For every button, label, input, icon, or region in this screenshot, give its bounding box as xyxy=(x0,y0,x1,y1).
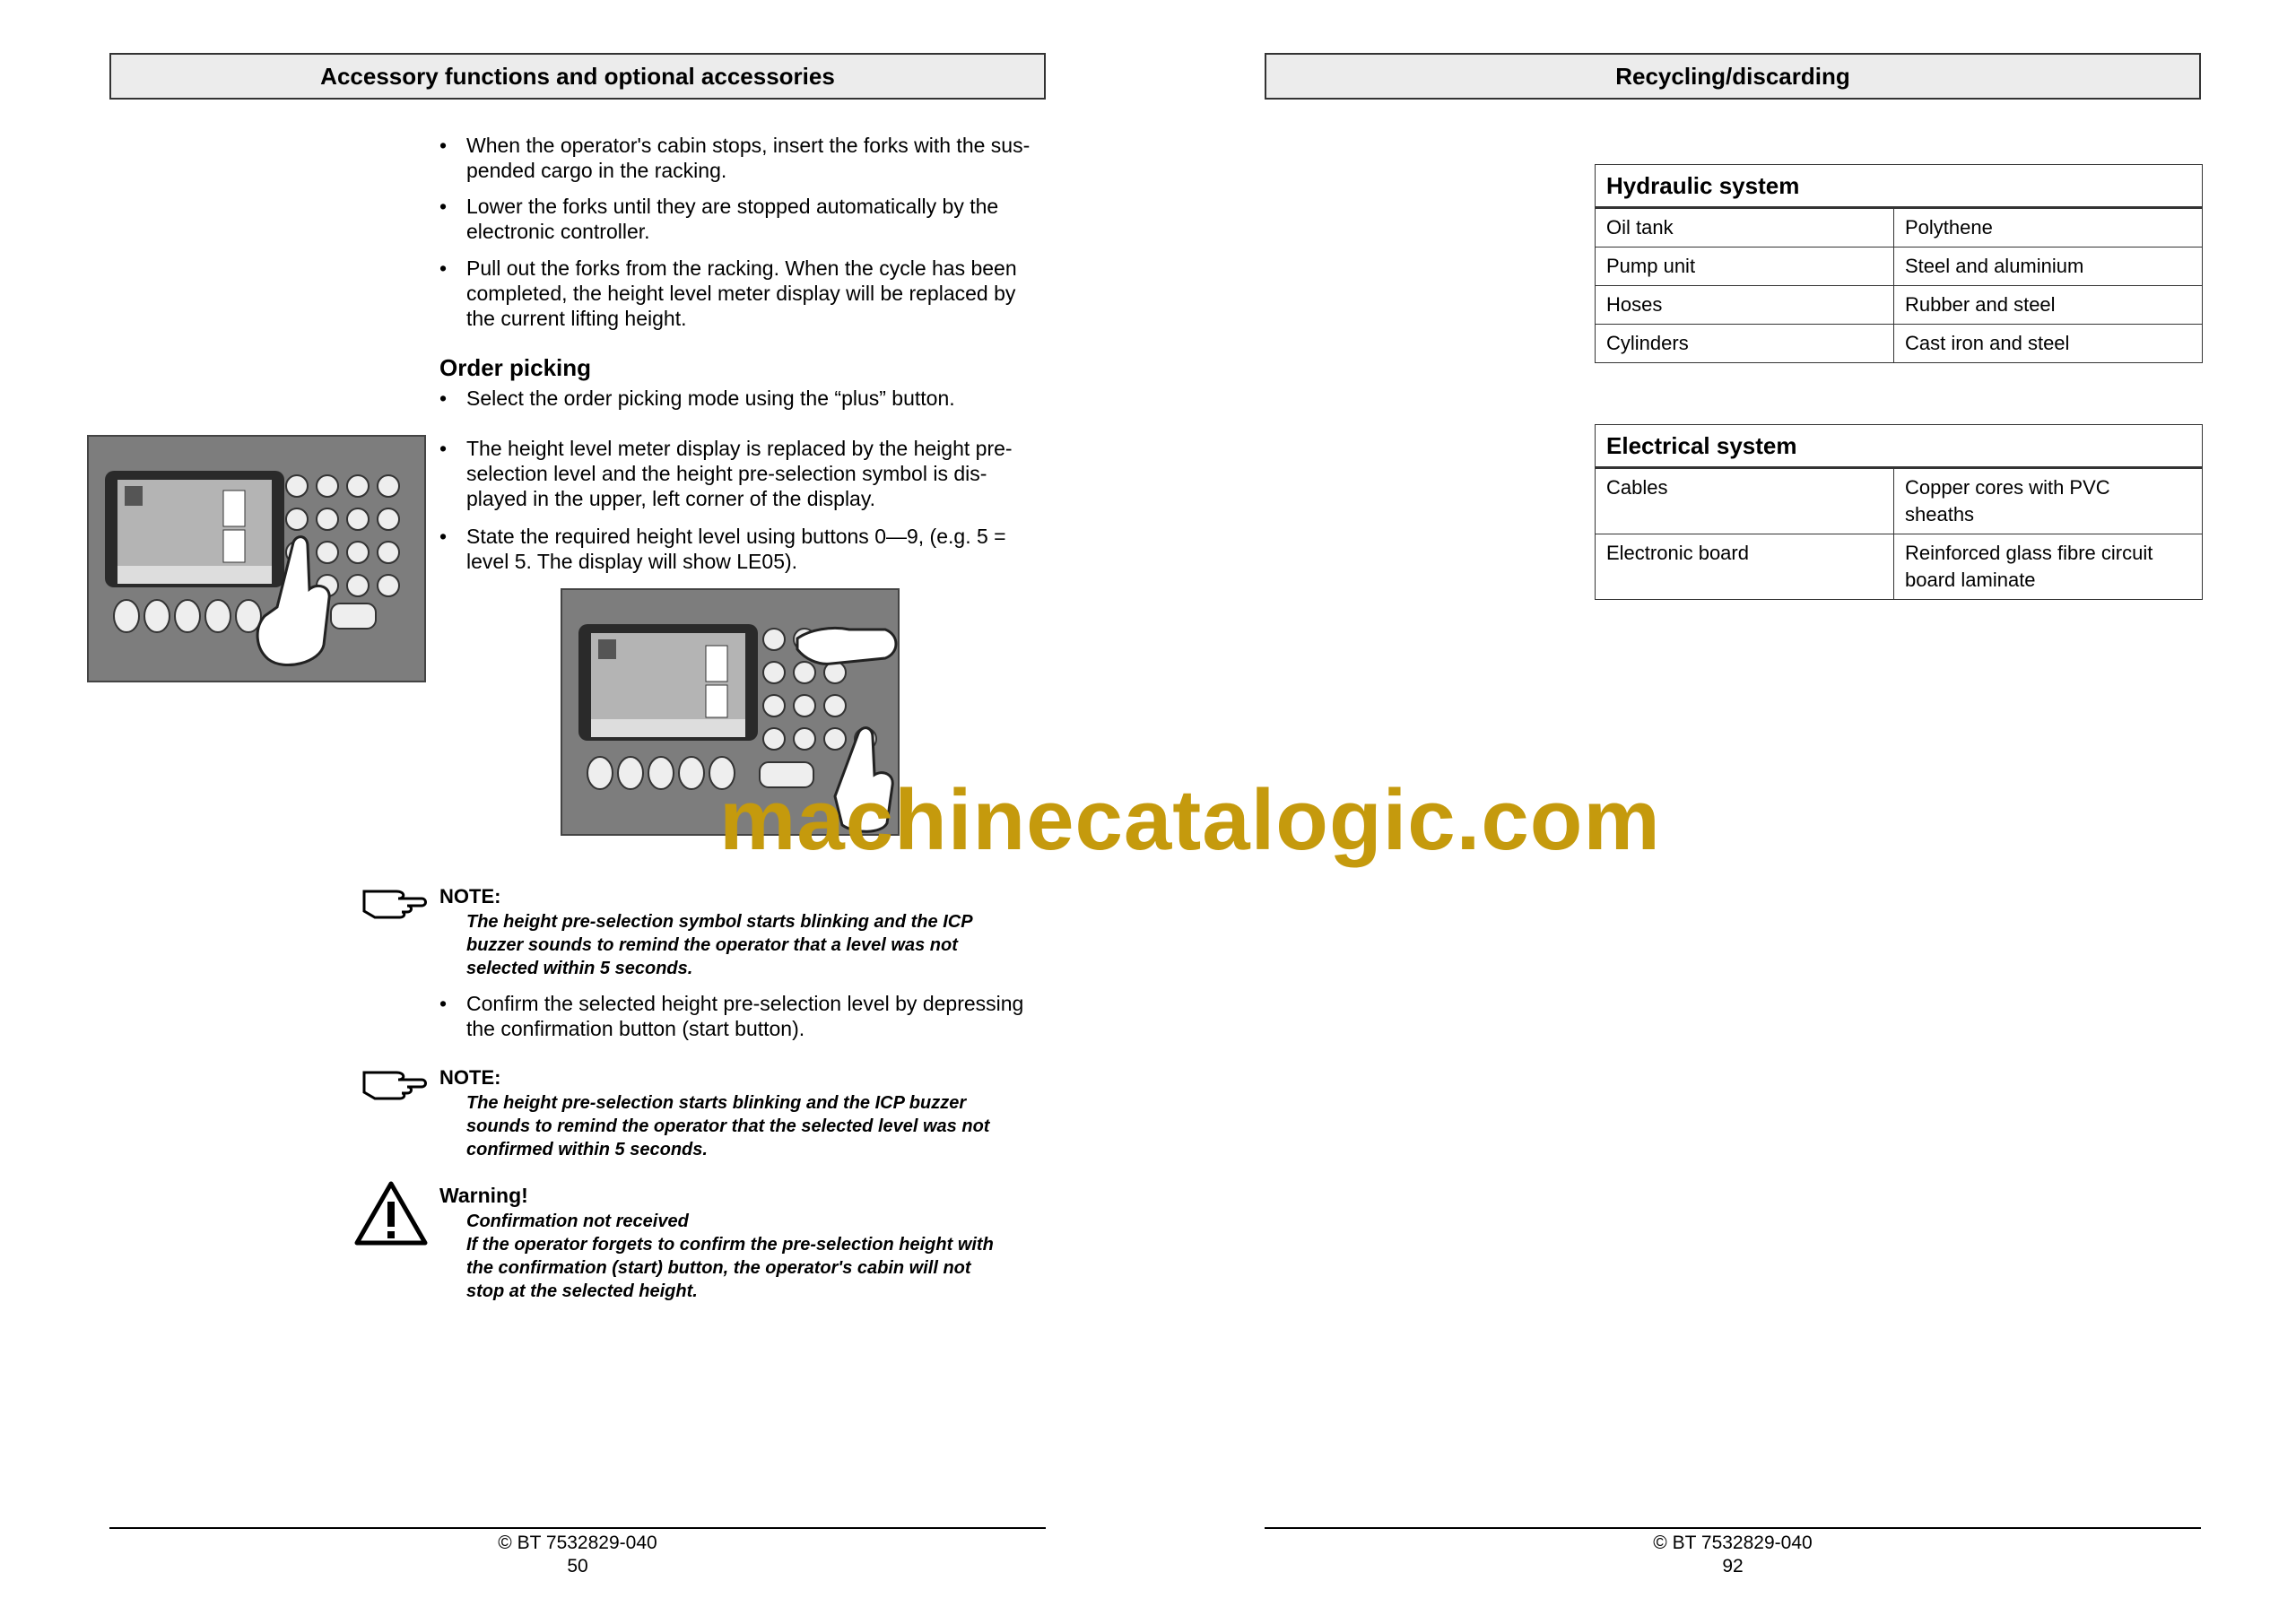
control-panel-photo xyxy=(87,435,426,682)
table-row xyxy=(1596,534,2203,600)
table-cell: Copper cores with PVC sheaths xyxy=(1894,468,2203,534)
bullet-text: State the required height level using buttons 0—9, (e.g. 5 = level 5. The display will show LE05). xyxy=(466,525,1006,573)
bullet-text: Confirm the selected height pre-selection level by depressing the confirmation button (start button). xyxy=(466,992,1024,1040)
table-cell: Reinforced glass fibre circuit board laminate xyxy=(1894,534,2203,600)
bullet-text: When the operator's cabin stops, insert the forks with the sus- pended cargo in the racking. xyxy=(466,134,1031,182)
table-cell: Electronic board xyxy=(1596,534,1894,600)
table-row xyxy=(1596,208,2203,248)
warning-triangle-icon xyxy=(353,1180,429,1251)
table-cell: Pump unit xyxy=(1596,248,1894,286)
list-item: • Pull out the forks from the racking. When the cycle has been completed, the height level meter display will be replaced by the current lifting height. xyxy=(439,256,1017,330)
table-row xyxy=(1596,286,2203,325)
list-item: • Select the order picking mode using the “plus” button. xyxy=(439,386,955,410)
note-hand-icon xyxy=(361,884,427,925)
table-row xyxy=(1596,325,2203,363)
footer-divider xyxy=(1265,1527,2201,1529)
right-page-header xyxy=(1265,53,2201,100)
left-page-header xyxy=(109,53,1046,100)
warning-text: If the operator forgets to confirm the pre-selection height with the confirmation (start) button, the operator's cabin will not stop at the selected height. xyxy=(466,1235,994,1301)
list-item: • Lower the forks until they are stopped automatically by the electronic controller. xyxy=(439,195,999,243)
note-text: The height pre-selection starts blinking and the ICP buzzer sounds to remind the operator that the selected level was not confirmed within 5 seconds. xyxy=(466,1093,990,1159)
table-title: Electrical system xyxy=(1596,425,2203,468)
warning-subtitle: Confirmation not received xyxy=(466,1211,689,1231)
table-cell: Hoses xyxy=(1596,286,1894,325)
table-cell: Cylinders xyxy=(1596,325,1894,363)
bullet-text: Select the order picking mode using the “plus” button. xyxy=(466,386,955,410)
table-cell: Cast iron and steel xyxy=(1894,325,2203,363)
note-text: The height pre-selection symbol starts blinking and the ICP buzzer sounds to remind the operator that a level was not selected within 5 seconds. xyxy=(466,912,973,978)
footer-copyright: © BT 7532829-040 xyxy=(498,1533,657,1553)
bullet-text: The height level meter display is replaced by the height pre- selection level and the height pre-selection symbol is dis- played in the upper, left corner of the display. xyxy=(466,437,1013,510)
hydraulic-system-table xyxy=(1595,164,2203,363)
list-item: • State the required height level using buttons 0—9, (e.g. 5 = level 5. The display will show LE05). xyxy=(439,525,1006,573)
table-row xyxy=(1596,248,2203,286)
warning-title: Warning! xyxy=(439,1184,528,1207)
electrical-system-table xyxy=(1595,424,2203,600)
note-hand-icon xyxy=(361,1065,427,1106)
watermark: machinecatalogic.com xyxy=(719,772,1661,868)
table-cell: Polythene xyxy=(1894,208,2203,248)
list-item: • When the operator's cabin stops, insert the forks with the sus- pended cargo in the racking. xyxy=(439,134,1031,182)
footer-copyright: © BT 7532829-040 xyxy=(1653,1533,1813,1553)
note-title: NOTE: xyxy=(439,885,501,908)
control-panel-illustration xyxy=(89,437,424,681)
footer-divider xyxy=(109,1527,1046,1529)
page-number: 92 xyxy=(1722,1556,1744,1576)
order-picking-heading: Order picking xyxy=(439,354,592,381)
table-cell: Cables xyxy=(1596,468,1894,534)
table-cell: Steel and aluminium xyxy=(1894,248,2203,286)
bullet-text: Pull out the forks from the racking. When the cycle has been completed, the height level meter display will be replaced by the current lifting height. xyxy=(466,256,1017,330)
table-cell: Oil tank xyxy=(1596,208,1894,248)
left-page-header-text: Accessory functions and optional accessories xyxy=(320,62,835,90)
table-row xyxy=(1596,468,2203,534)
page-number: 50 xyxy=(567,1556,588,1576)
list-item: • The height level meter display is replaced by the height pre- selection level and the height pre-selection symbol is dis- played in the upper, left corner of the display. xyxy=(439,437,1013,510)
right-page-header-text: Recycling/discarding xyxy=(1615,62,1850,90)
table-title: Hydraulic system xyxy=(1596,165,2203,208)
table-cell: Rubber and steel xyxy=(1894,286,2203,325)
bullet-text: Lower the forks until they are stopped automatically by the electronic controller. xyxy=(466,195,999,243)
list-item: • Confirm the selected height pre-selection level by depressing the confirmation button (start button). xyxy=(439,992,1024,1040)
note-title: NOTE: xyxy=(439,1066,501,1089)
